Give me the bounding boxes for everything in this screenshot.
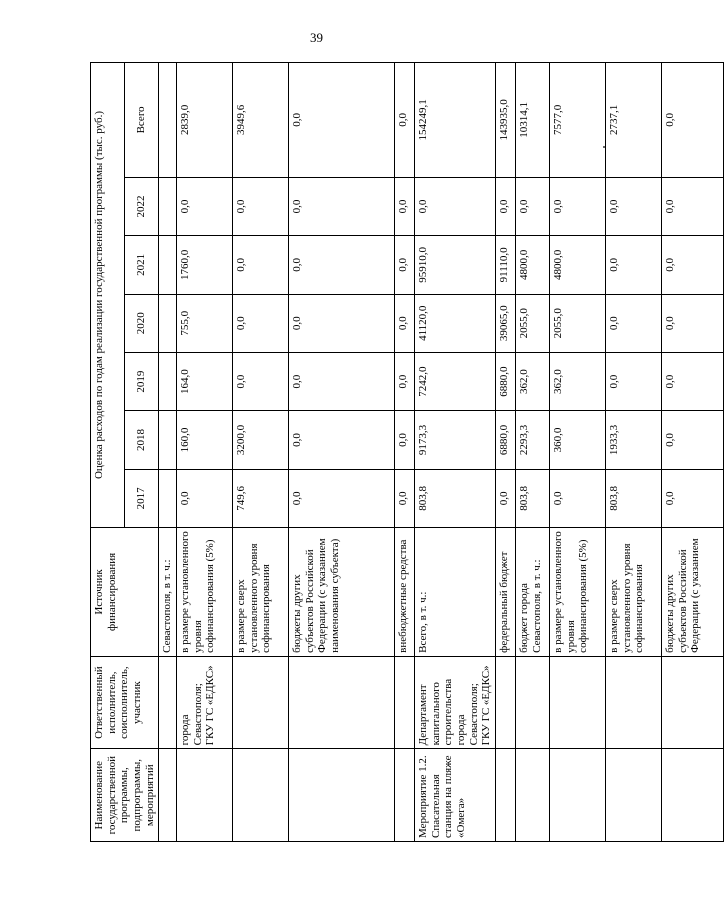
cell-value: 91110,0 <box>496 236 516 294</box>
cell-value: 0,0 <box>233 294 289 352</box>
year-header: 2019 <box>125 352 159 410</box>
cell-value: 41120,0 <box>415 294 496 352</box>
cell-responsible: Департамент капитального строительства города Севастополя; ГКУ ГС «ЕДКС» <box>415 656 496 749</box>
cell-total: 0,0 <box>289 63 395 178</box>
cell-value: 0,0 <box>395 294 415 352</box>
cell-value <box>159 469 177 527</box>
cell-source: бюджеты других субъектов Российской Федерации (с указанием наименования субъекта) <box>289 528 395 657</box>
cell-value <box>159 411 177 469</box>
cell-name <box>516 749 550 842</box>
cell-name <box>550 749 606 842</box>
cell-name <box>395 749 415 842</box>
cell-total: 7577,0 <box>550 63 606 178</box>
cell-source: бюджеты других субъектов Российской Федерации (с указанием <box>662 528 724 657</box>
cell-responsible <box>395 656 415 749</box>
cell-value: 803,8 <box>606 469 662 527</box>
cell-total: 2839,0 <box>177 63 233 178</box>
table-row <box>550 63 606 842</box>
cell-source: в размере установленного уровня софинансирования (5%) <box>550 528 606 657</box>
cell-value: 0,0 <box>233 177 289 235</box>
cell-value: 0,0 <box>415 177 496 235</box>
cell-value: 0,0 <box>289 294 395 352</box>
cell-value: 0,0 <box>233 352 289 410</box>
rotated-table-wrapper <box>90 62 702 842</box>
cell-value: 9173,3 <box>415 411 496 469</box>
cell-value: 0,0 <box>289 236 395 294</box>
header-row-1 <box>91 63 125 842</box>
cell-value: 803,8 <box>516 469 550 527</box>
cell-value: 1933,3 <box>606 411 662 469</box>
cell-value: 2293,3 <box>516 411 550 469</box>
cell-value: 0,0 <box>606 352 662 410</box>
cell-value: 2055,0 <box>550 294 606 352</box>
cell-value: 3200,0 <box>233 411 289 469</box>
table-row <box>415 63 496 842</box>
cell-responsible <box>606 656 662 749</box>
cell-source: в размере сверх установленного уровня софинансирования <box>606 528 662 657</box>
cell-responsible <box>496 656 516 749</box>
cell-value: 0,0 <box>550 469 606 527</box>
year-header: 2021 <box>125 236 159 294</box>
cell-value: 0,0 <box>177 177 233 235</box>
cell-responsible <box>516 656 550 749</box>
cell-value: 0,0 <box>662 352 724 410</box>
cell-value: 4800,0 <box>550 236 606 294</box>
header-name: Наименование государственной программы, подпрограммы, мероприятий <box>91 749 159 842</box>
cell-source: внебюджетные средства <box>395 528 415 657</box>
cell-total: 10314,1 <box>516 63 550 178</box>
cell-value: 160,0 <box>177 411 233 469</box>
cell-value: 0,0 <box>606 294 662 352</box>
cell-responsible <box>233 656 289 749</box>
cell-value: 1760,0 <box>177 236 233 294</box>
cell-name <box>496 749 516 842</box>
year-header: 2020 <box>125 294 159 352</box>
budget-table <box>90 62 724 842</box>
cell-value: 0,0 <box>516 177 550 235</box>
table-row <box>662 63 724 842</box>
cell-value: 0,0 <box>395 352 415 410</box>
table-row <box>516 63 550 842</box>
cell-value: 0,0 <box>550 177 606 235</box>
cell-value: 0,0 <box>395 177 415 235</box>
cell-source: в размере установленного уровня софинансирования (5%) <box>177 528 233 657</box>
cell-responsible <box>550 656 606 749</box>
year-header: 2017 <box>125 469 159 527</box>
cell-value: 755,0 <box>177 294 233 352</box>
table-row <box>395 63 415 842</box>
cell-value: 749,6 <box>233 469 289 527</box>
cell-value: 0,0 <box>662 294 724 352</box>
cell-value: 0,0 <box>496 469 516 527</box>
cell-value <box>159 294 177 352</box>
total-header: Всего <box>125 63 159 178</box>
cell-name <box>159 749 177 842</box>
page-number: 39 <box>310 30 323 45</box>
cell-source: в размере сверх установленного уровня софинансирования <box>233 528 289 657</box>
cell-value: 360,0 <box>550 411 606 469</box>
cell-value: 0,0 <box>233 236 289 294</box>
header-source: Источник финансирования <box>91 528 159 657</box>
cell-value: 0,0 <box>395 469 415 527</box>
cell-source: Севастополя, в т. ч.: <box>159 528 177 657</box>
table-row <box>177 63 233 842</box>
year-header: 2022 <box>125 177 159 235</box>
cell-value: 0,0 <box>496 177 516 235</box>
cell-name <box>289 749 395 842</box>
cell-value: 0,0 <box>177 469 233 527</box>
cell-value: 6880,0 <box>496 352 516 410</box>
cell-value: 0,0 <box>662 177 724 235</box>
cell-value: 2055,0 <box>516 294 550 352</box>
cell-value: 0,0 <box>662 411 724 469</box>
cell-value: 0,0 <box>289 352 395 410</box>
cell-source: федеральный бюджет <box>496 528 516 657</box>
cell-value <box>159 352 177 410</box>
cell-total: 2737,1 <box>606 63 662 178</box>
cell-value: 362,0 <box>516 352 550 410</box>
cell-value <box>159 236 177 294</box>
cell-value: 362,0 <box>550 352 606 410</box>
cell-source: бюджет города Севастополя, в т. ч.: <box>516 528 550 657</box>
cell-value: 39065,0 <box>496 294 516 352</box>
cell-total: 0,0 <box>395 63 415 178</box>
cell-value: 7242,0 <box>415 352 496 410</box>
cell-value: 0,0 <box>662 236 724 294</box>
cell-value: 6880,0 <box>496 411 516 469</box>
cell-value: 4800,0 <box>516 236 550 294</box>
cell-value: 803,8 <box>415 469 496 527</box>
cell-value: 0,0 <box>289 469 395 527</box>
cell-responsible: города Севастополя; ГКУ ГС «ЕДКС» <box>177 656 233 749</box>
cell-name <box>662 749 724 842</box>
cell-value: 0,0 <box>289 411 395 469</box>
header-responsible: Ответственный исполнитель, соисполнитель, участник <box>91 656 159 749</box>
cell-value: 0,0 <box>395 411 415 469</box>
cell-total: 0,0 <box>662 63 724 178</box>
cell-name: Мероприятие 1.2. Спасательная станция на пляже «Омега» <box>415 749 496 842</box>
cell-responsible <box>662 656 724 749</box>
year-header: 2018 <box>125 411 159 469</box>
table-row <box>233 63 289 842</box>
cell-value <box>159 177 177 235</box>
cell-value: 164,0 <box>177 352 233 410</box>
table-row <box>159 63 177 842</box>
cell-name <box>177 749 233 842</box>
cell-responsible <box>289 656 395 749</box>
cell-source: Всего, в т. ч.: <box>415 528 496 657</box>
cell-value: 95910,0 <box>415 236 496 294</box>
table-row <box>606 63 662 842</box>
cell-name <box>606 749 662 842</box>
cell-value: 0,0 <box>289 177 395 235</box>
cell-responsible <box>159 656 177 749</box>
table-row <box>289 63 395 842</box>
header-estimate: Оценка расходов по годам реализации государственной программы (тыс. руб.) <box>91 63 125 528</box>
cell-name <box>233 749 289 842</box>
cell-total: 143935,0 <box>496 63 516 178</box>
cell-total: 154249,1 <box>415 63 496 178</box>
cell-total <box>159 63 177 178</box>
table-row <box>496 63 516 842</box>
cell-value: 0,0 <box>606 177 662 235</box>
cell-value: 0,0 <box>662 469 724 527</box>
cell-value: 0,0 <box>606 236 662 294</box>
table-body <box>159 63 724 842</box>
cell-value: 0,0 <box>395 236 415 294</box>
cell-total: 3949,6 <box>233 63 289 178</box>
